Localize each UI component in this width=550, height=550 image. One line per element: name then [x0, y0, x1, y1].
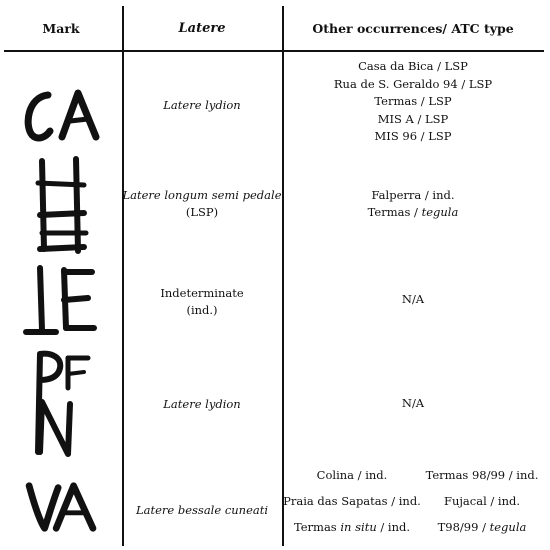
occurrences-row-4 — [282, 394, 544, 414]
column-divider-1 — [122, 6, 124, 546]
occurrences-row-1 — [282, 56, 544, 148]
latere-text: Latere bessale cuneati — [135, 502, 269, 517]
mark-va-drawing — [18, 478, 106, 536]
mark-he-drawing — [18, 155, 106, 255]
latere-row-2 — [122, 186, 282, 222]
mark-rn-drawing — [18, 348, 106, 458]
latere-row-5 — [122, 500, 282, 520]
occurrence-item: Casa da Bica / LSP — [358, 59, 468, 74]
occurrence-item: Termas in situ / ind. — [293, 520, 411, 534]
occurrence-item: Termas / tegula — [367, 205, 459, 219]
latere-text: Indeterminate — [160, 286, 244, 300]
latere-text: (ind.) — [186, 303, 218, 317]
occurrence-item: Praia das Sapatas / ind. — [283, 494, 421, 508]
mark-le-drawing — [18, 262, 106, 342]
header-other-occurrences: Other occurrences/ ATC type — [312, 20, 514, 36]
occurrence-item: Fujacal / ind. — [443, 494, 521, 508]
occurrence-item: Termas / LSP — [374, 94, 452, 109]
latere-row-4 — [122, 394, 282, 414]
occurrence-item: Falperra / ind. — [371, 187, 455, 202]
occurrence-item: Colina / ind. — [316, 468, 388, 482]
header-latere: Latere — [178, 20, 226, 36]
latere-text: Latere lydion — [163, 396, 241, 411]
latere-row-3 — [122, 284, 282, 320]
latere-text: (LSP) — [185, 205, 219, 219]
occurrences-row-2 — [282, 186, 544, 222]
occurrence-item: Termas 98/99 / ind. — [425, 468, 539, 482]
occurrence-item: N/A — [401, 396, 425, 411]
occurrence-item: MIS 96 / LSP — [374, 129, 452, 144]
header-mark: Mark — [42, 20, 80, 36]
latere-text: Latere lydion — [163, 97, 241, 112]
header-rule — [4, 50, 544, 52]
mark-ca-drawing — [18, 85, 106, 145]
occurrence-item: Rua de S. Geraldo 94 / LSP — [333, 76, 493, 91]
occurrences-row-5 — [282, 466, 544, 546]
occurrence-item: MIS A / LSP — [377, 111, 449, 126]
latere-row-1 — [122, 90, 282, 120]
occurrences-row-3 — [282, 290, 544, 310]
occurrence-item: T98/99 / tegula — [437, 520, 527, 534]
occurrence-item: N/A — [401, 292, 425, 307]
latere-text: Latere longum semi pedale — [122, 188, 282, 202]
